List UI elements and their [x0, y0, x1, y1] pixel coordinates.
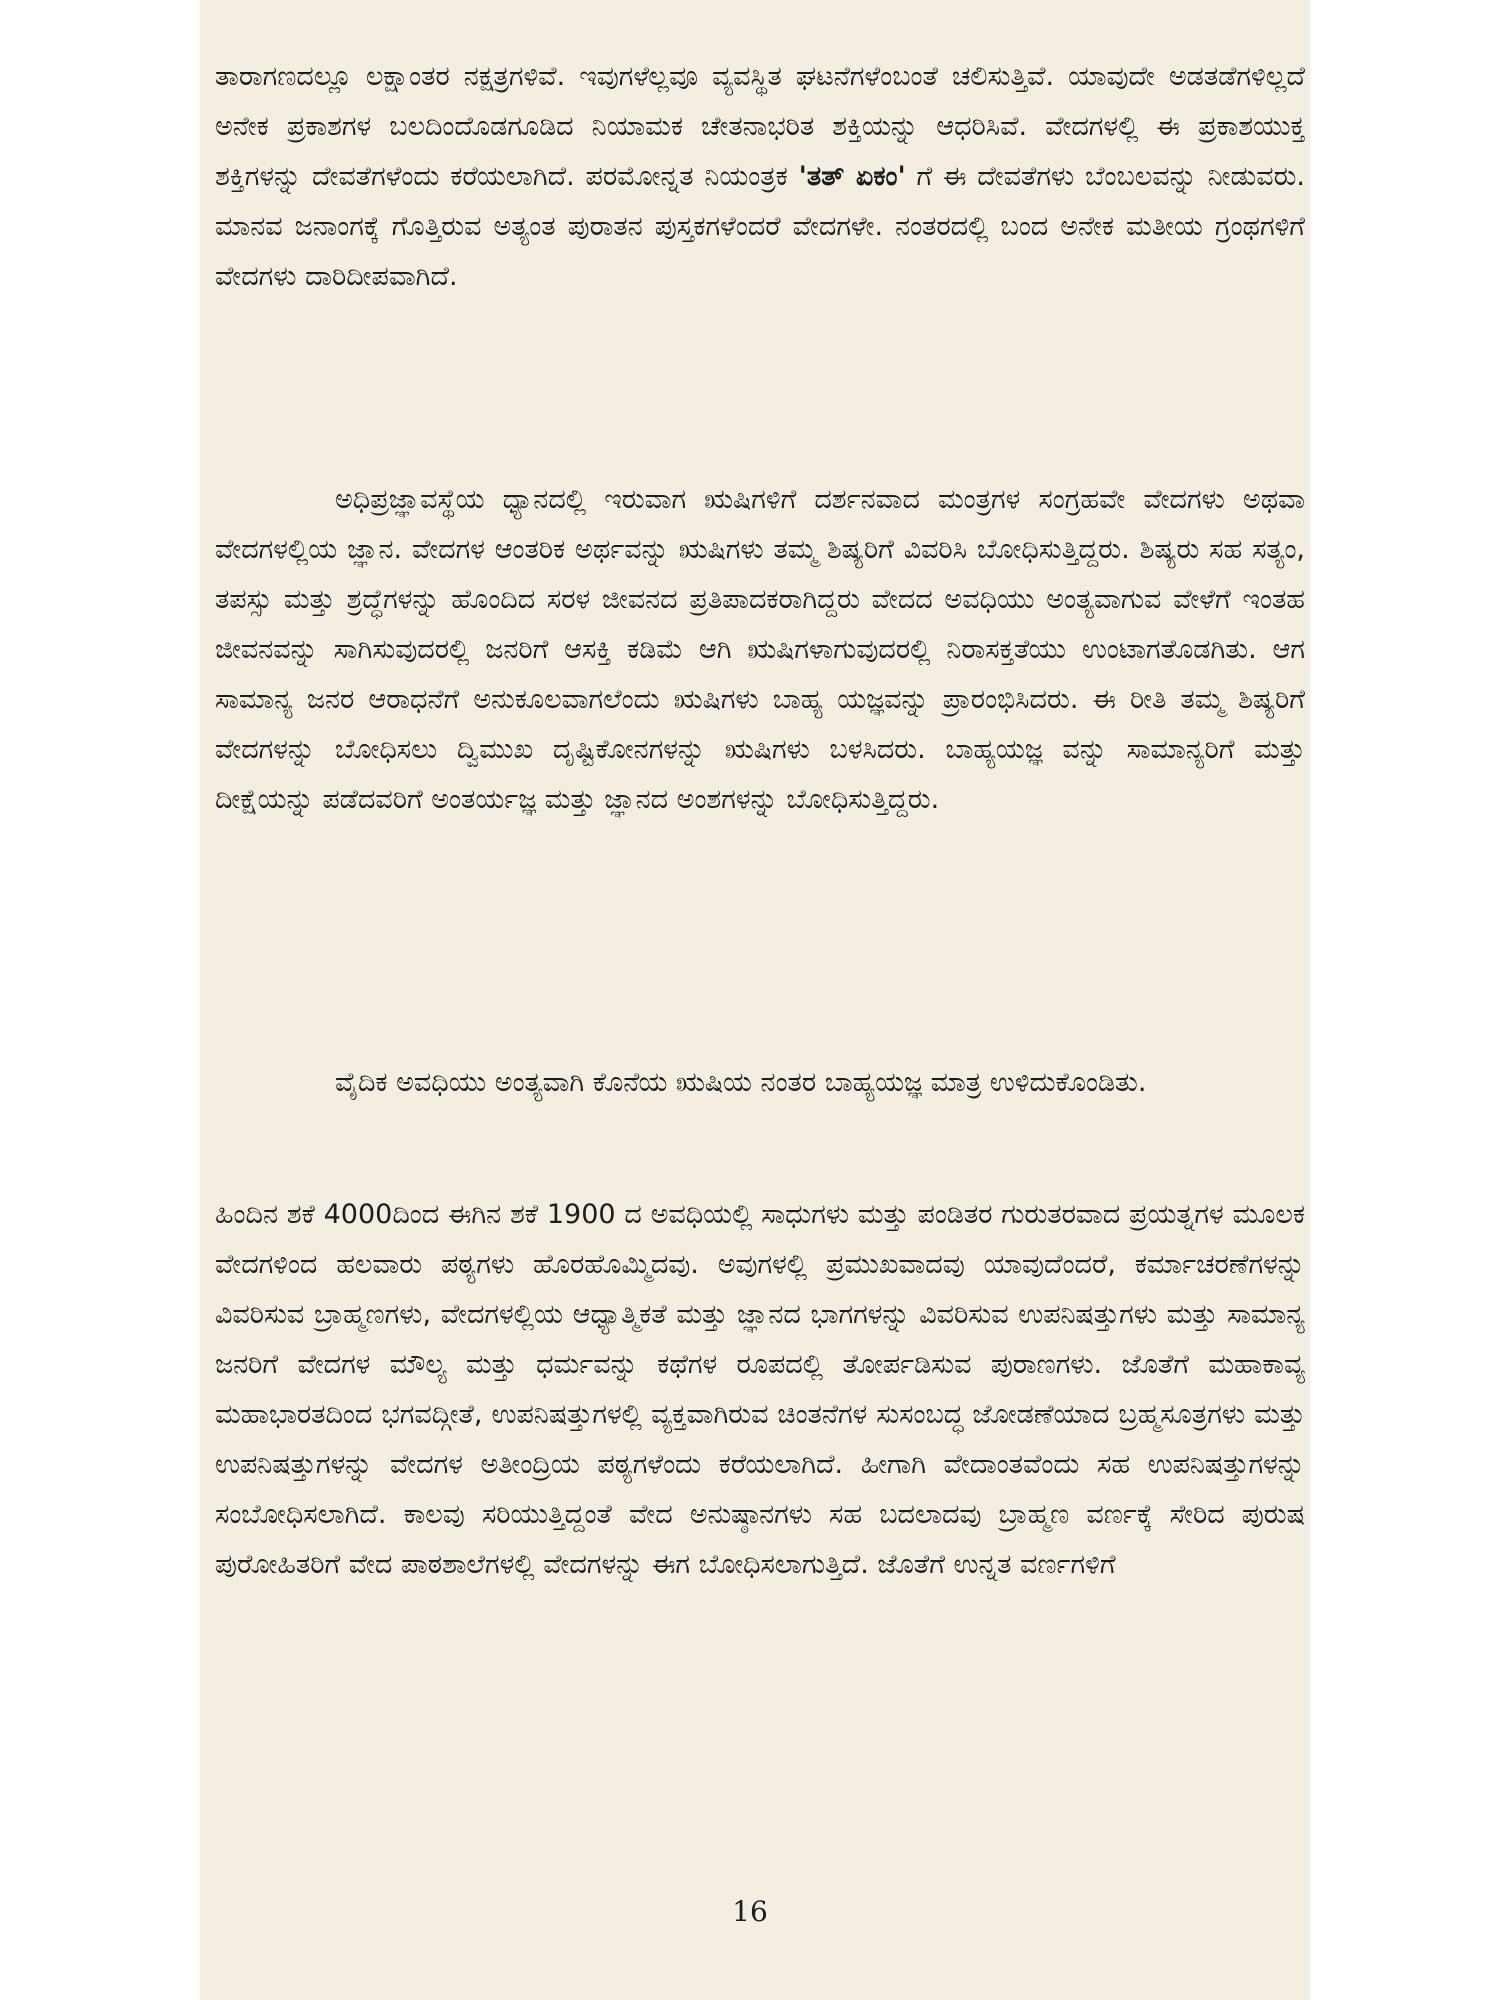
paragraph-2: [215, 475, 1305, 825]
paragraph-2-text: ಅಧಿಪ್ರಜ್ಞಾವಸ್ಥೆಯ ಧ್ಯಾನದಲ್ಲಿ ಇರುವಾಗ ಋಷಿಗಳಿಗೆ ದರ್ಶನವಾದ ಮಂತ್ರಗಳ ಸಂಗ್ರಹವೇ ವೇದಗಳು ಅಥವಾ ವೇದಗಳಲ್ಲಿಯ ಜ್ಞಾನ. ವೇದಗಳ ಆಂತರಿಕ ಅರ್ಥವನ್ನು ಋಷಿಗಳು ತಮ್ಮ ಶಿಷ್ಯರಿಗೆ ವಿವರಿಸಿ ಬೋಧಿಸುತ್ತಿದ್ದರು. ಶಿಷ್ಯರು ಸಹ ಸತ್ಯಂ, ತಪಸ್ಸು ಮತ್ತು ಶ್ರದ್ಧೆಗಳನ್ನು ಹೊಂದಿದ ಸರಳ ಜೀವನದ ಪ್ರತಿಪಾದಕರಾಗಿದ್ದರು ವೇದದ ಅವಧಿಯು ಅಂತ್ಯವಾಗುವ ವೇಳೆಗೆ ಇಂತಹ ಜೀವನವನ್ನು ಸಾಗಿಸುವುದರಲ್ಲಿ ಜನರಿಗೆ ಆಸಕ್ತಿ ಕಡಿಮೆ ಆಗಿ ಋಷಿಗಳಾಗುವುದರಲ್ಲಿ ನಿರಾಸಕ್ತತೆಯು ಉಂಟಾಗತೊಡಗಿತು. ಆಗ ಸಾಮಾನ್ಯ ಜನರ ಆರಾಧನೆಗೆ ಅನುಕೂಲವಾಗಲೆಂದು ಋಷಿಗಳು ಬಾಹ್ಯ ಯಜ್ಞವನ್ನು ಪ್ರಾರಂಭಿಸಿದರು. ಈ ರೀತಿ ತಮ್ಮ ಶಿಷ್ಯರಿಗೆ ವೇದಗಳನ್ನು ಬೋಧಿಸಲು ದ್ವಿಮುಖ ದೃಷ್ಟಿಕೋನಗಳನ್ನು ಋಷಿಗಳು ಬಳಸಿದರು. ಬಾಹ್ಯಯಜ್ಞ ವನ್ನು ಸಾಮಾನ್ಯರಿಗೆ ಮತ್ತು ದೀಕ್ಷೆಯನ್ನು ಪಡೆದವರಿಗೆ ಅಂತರ್ಯಜ್ಞ ಮತ್ತು ಜ್ಞಾನದ ಅಂಶಗಳನ್ನು ಬೋಧಿಸುತ್ತಿದ್ದರು.: [215, 484, 1305, 815]
paragraph-4-text: ಹಿಂದಿನ ಶಕೆ 4000ದಿಂದ ಈಗಿನ ಶಕೆ 1900 ದ ಅವಧಿಯಲ್ಲಿ ಸಾಧುಗಳು ಮತ್ತು ಪಂಡಿತರ ಗುರುತರವಾದ ಪ್ರಯತ್ನಗಳ ಮೂಲಕ ವೇದಗಳಿಂದ ಹಲವಾರು ಪಠ್ಯಗಳು ಹೊರಹೊಮ್ಮಿದವು. ಅವುಗಳಲ್ಲಿ ಪ್ರಮುಖವಾದವು ಯಾವುದೆಂದರೆ, ಕರ್ಮಾಚರಣೆಗಳನ್ನು ವಿವರಿಸುವ ಬ್ರಾಹ್ಮಣಗಳು, ವೇದಗಳಲ್ಲಿಯ ಆಧ್ಯಾತ್ಮಿಕತೆ ಮತ್ತು ಜ್ಞಾನದ ಭಾಗಗಳನ್ನು ವಿವರಿಸುವ ಉಪನಿಷತ್ತುಗಳು ಮತ್ತು ಸಾಮಾನ್ಯ ಜನರಿಗೆ ವೇದಗಳ ಮೌಲ್ಯ ಮತ್ತು ಧರ್ಮವನ್ನು ಕಥೆಗಳ ರೂಪದಲ್ಲಿ ತೋರ್ಪಡಿಸುವ ಪುರಾಣಗಳು. ಜೊತೆಗೆ ಮಹಾಕಾವ್ಯ ಮಹಾಭಾರತದಿಂದ ಭಗವದ್ಗೀತೆ, ಉಪನಿಷತ್ತುಗಳಲ್ಲಿ ವ್ಯಕ್ತವಾಗಿರುವ ಚಿಂತನೆಗಳ ಸುಸಂಬದ್ಧ ಜೋಡಣೆಯಾದ ಬ್ರಹ್ಮಸೂತ್ರಗಳು ಮತ್ತು ಉಪನಿಷತ್ತುಗಳನ್ನು ವೇದಗಳ ಅತೀಂದ್ರಿಯ ಪಠ್ಯಗಳೆಂದು ಕರೆಯಲಾಗಿದೆ. ಹೀಗಾಗಿ ವೇದಾಂತವೆಂದು ಸಹ ಉಪನಿಷತ್ತುಗಳನ್ನು ಸಂಬೋಧಿಸಲಾಗಿದೆ. ಕಾಲವು ಸರಿಯುತ್ತಿದ್ದಂತೆ ವೇದ ಅನುಷ್ಠಾನಗಳು ಸಹ ಬದಲಾದವು ಬ್ರಾಹ್ಮಣ ವರ್ಣಕ್ಕೆ ಸೇರಿದ ಪುರುಷ ಪುರೋಹಿತರಿಗೆ ವೇದ ಪಾಠಶಾಲೆಗಳಲ್ಲಿ ವೇದಗಳನ್ನು ಈಗ ಬೋಧಿಸಲಾಗುತ್ತಿದೆ. ಜೊತೆಗೆ ಉನ್ನತ ವರ್ಣಗಳಿಗೆ: [215, 1199, 1305, 1580]
paragraph-3: [215, 1058, 1305, 1108]
paragraph-1-text-a: ತಾರಾಗಣದಲ್ಲೂ ಲಕ್ಷಾಂತರ ನಕ್ಷತ್ರಗಳಿವೆ. ಇವುಗಳೆಲ್ಲವೂ ವ್ಯವಸ್ಥಿತ ಘಟನೆಗಳೆಂಬಂತೆ ಚಲಿಸುತ್ತಿವೆ. ಯಾವುದೇ ಅಡತಡೆಗಳಿಲ್ಲದೆ ಅನೇಕ ಪ್ರಕಾಶಗಳ ಬಲದಿಂದೊಡಗೂಡಿದ ನಿಯಾಮಕ ಚೇತನಾಭರಿತ ಶಕ್ತಿಯನ್ನು ಆಧರಿಸಿವೆ. ವೇದಗಳಲ್ಲಿ ಈ ಪ್ರಕಾಶಯುಕ್ತ ಶಕ್ತಿಗಳನ್ನು ದೇವತೆಗಳೆಂದು ಕರೆಯಲಾಗಿದೆ. ಪರಮೋನ್ನತ ನಿಯಂತ್ರಕ: [215, 61, 1305, 192]
paragraph-1: [215, 52, 1305, 302]
paragraph-4: [215, 1190, 1305, 1590]
page-number: 16: [732, 1895, 768, 1928]
paragraph-1-bold-term: 'ತತ್ ಏಕಂ': [798, 161, 906, 192]
paragraph-1-text-b: ಗೆ ಈ ದೇವತೆಗಳು ಬೆಂಬಲವನ್ನು ನೀಡುವರು. ಮಾನವ ಜನಾಂಗಕ್ಕೆ ಗೊತ್ತಿರುವ ಅತ್ಯಂತ ಪುರಾತನ ಪುಸ್ತಕಗಳೆಂದರೆ ವೇದಗಳೇ. ನಂತರದಲ್ಲಿ ಬಂದ ಅನೇಕ ಮತೀಯ ಗ್ರಂಥಗಳಿಗೆ ವೇದಗಳು ದಾರಿದೀಪವಾಗಿದೆ.: [215, 161, 1306, 292]
paragraph-3-text: ವೈದಿಕ ಅವಧಿಯು ಅಂತ್ಯವಾಗಿ ಕೊನೆಯ ಋಷಿಯ ನಂತರ ಬಾಹ್ಯಯಜ್ಞ ಮಾತ್ರ ಉಳಿದುಕೊಂಡಿತು.: [335, 1067, 1147, 1098]
